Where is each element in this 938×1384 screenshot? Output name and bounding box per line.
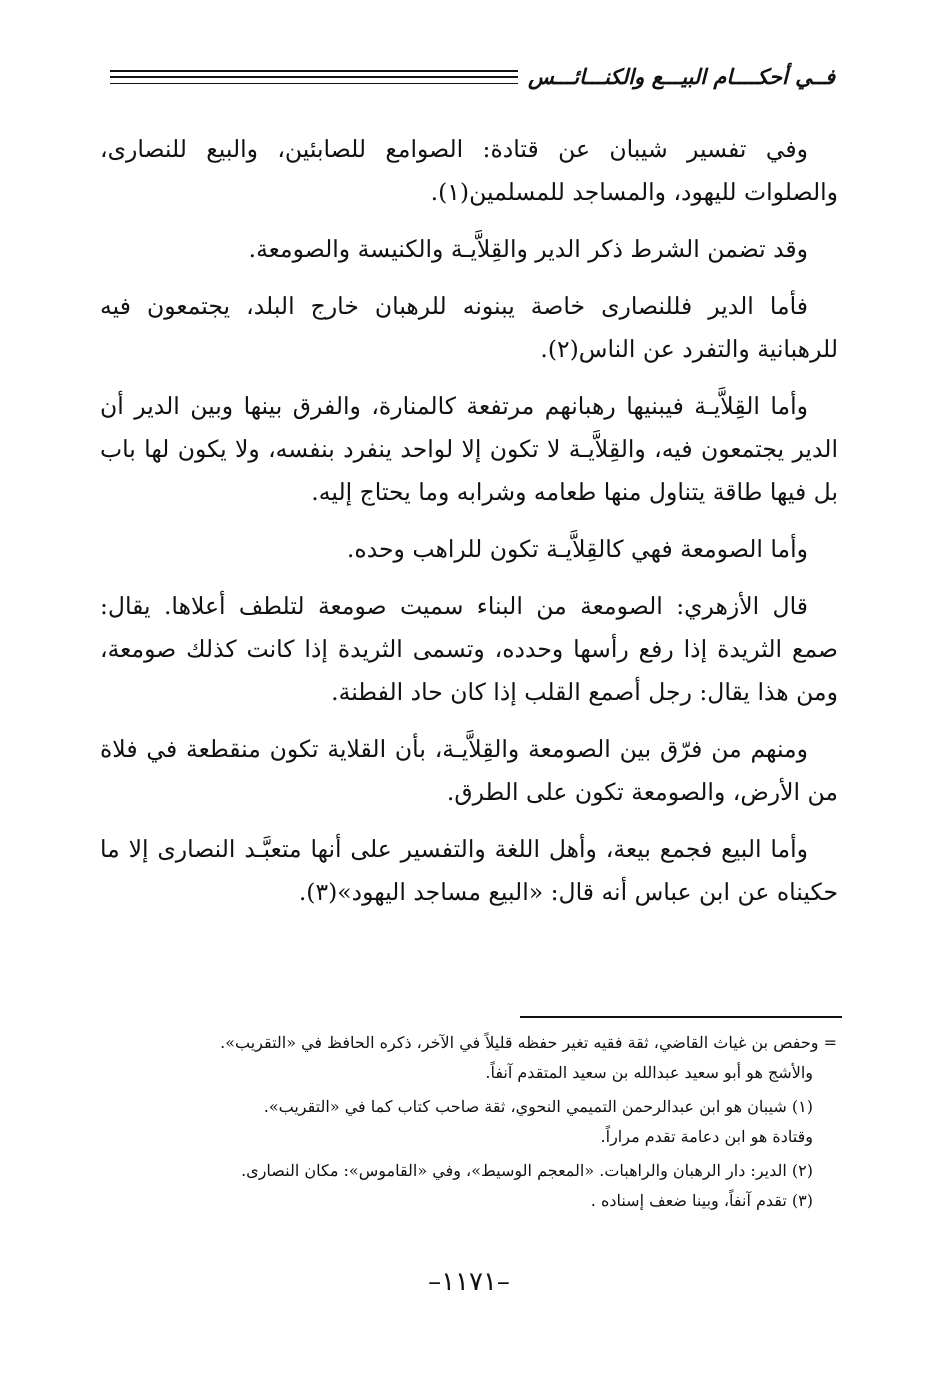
paragraph: وأما البيع فجمع بيعة، وأهل اللغة والتفسير على أنها متعبَّـد النصارى إلا ما حكيناه عن ابن عباس أنه قال: «البيع مساجد اليهود»(٣). xyxy=(100,835,838,906)
footnote-separator xyxy=(520,1016,842,1018)
paragraph: ومنهم من فرّق بين الصومعة والقِلاَّيـة، بأن القلاية تكون منقطعة في فلاة من الأرض، والصومعة تكون على الطرق. xyxy=(100,735,838,806)
page-number: –١١٧١– xyxy=(428,1267,510,1297)
footnote-1-continued: وقتادة هو ابن دعامة تقدم مراراً. xyxy=(600,1127,813,1146)
header-rule xyxy=(110,76,518,78)
paragraph: قال الأزهري: الصومعة من البناء سميت صومعة لتلطف أعلاها. يقال: صمع الثريدة إذا رفع رأسها وحدده، وتسمى الثريدة إذا كانت كذلك صومعة، ومن هذا يقال: رجل أصمع القلب إذا كان حاد الفطنة. xyxy=(100,592,838,706)
header-rule xyxy=(110,70,518,72)
footnote-1: (١) شيبان هو ابن عبدالرحمن التميمي النحوي، ثقة صاحب كتاب كما في «التقريب». xyxy=(263,1097,813,1116)
paragraph: وأما القِلاَّيـة فيبنيها رهبانهم مرتفعة كالمنارة، والفرق بينها وبين الدير أن الدير يجتمعون فيه، والقِلاَّيـة لا تكون إلا لواحد ينفرد بنفسه، ولا يكون لها باب بل فيها طاقة يتناول منها طعامه وشرابه وما يحتاج إليه. xyxy=(100,392,838,506)
header-rule xyxy=(110,83,518,84)
footnotes xyxy=(140,1028,837,1216)
footnote-3: (٣) تقدم آنفاً، وبينا ضعف إسناده . xyxy=(590,1191,813,1210)
paragraph: وقد تضمن الشرط ذكر الدير والقِلاَّيـة والكنيسة والصومعة. xyxy=(248,235,808,263)
paragraph: وأما الصومعة فهي كالقِلاَّيـة تكون للراهب وحده. xyxy=(346,535,808,563)
header-title: فــي أحكــــام البيـــع والكنـــائـــس xyxy=(528,64,835,89)
paragraph: وفي تفسير شيبان عن قتادة: الصوامع للصابئين، والبيع للنصارى، والصلوات لليهود، والمساجد للمسلمين(١). xyxy=(100,135,838,206)
footnote-continued: والأشج هو أبو سعيد عبدالله بن سعيد المتقدم آنفاً. xyxy=(485,1063,813,1082)
running-header xyxy=(110,62,835,96)
footnote-2: (٢) الدير: دار الرهبان والراهبات. «المعجم الوسيط»، وفي «القاموس»: مكان النصارى. xyxy=(241,1161,813,1180)
footnote-continued: = وحفص بن غياث القاضي، ثقة فقيه تغير حفظه قليلاً في الآخر، ذكره الحافظ في «التقريب». xyxy=(220,1033,837,1052)
paragraph: فأما الدير فللنصارى خاصة يبنونه للرهبان خارج البلد، يجتمعون فيه للرهبانية والتفرد عن الناس(٢). xyxy=(100,292,838,363)
main-text xyxy=(100,128,838,920)
